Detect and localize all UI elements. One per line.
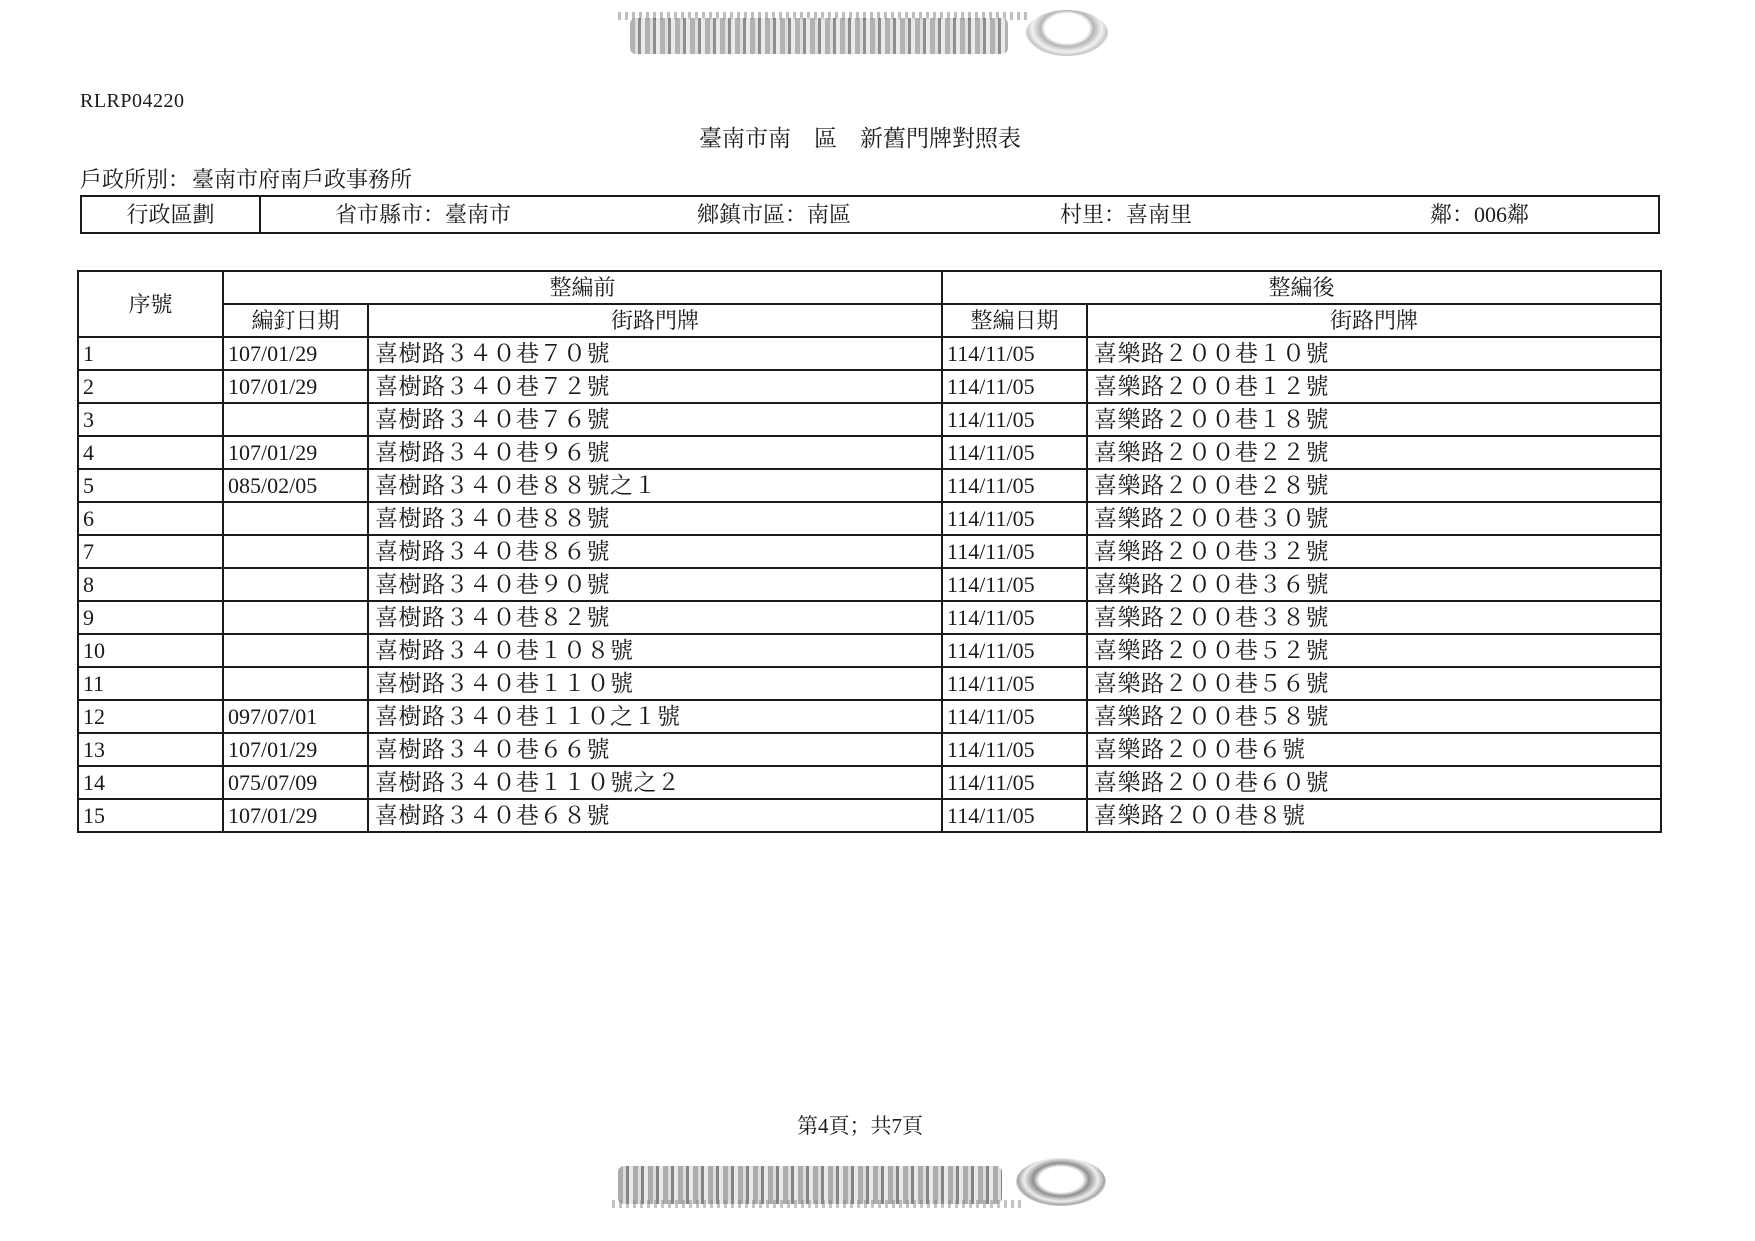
row-old-address: 喜樹路３４０巷９０號 [368,568,942,601]
row-reorg-date: 114/11/05 [942,502,1087,535]
row-seq: 2 [78,370,223,403]
row-old-address: 喜樹路３４０巷１１０號 [368,667,942,700]
row-old-address: 喜樹路３４０巷７６號 [368,403,942,436]
row-nail-date: 107/01/29 [223,436,368,469]
row-seq: 14 [78,766,223,799]
row-seq: 3 [78,403,223,436]
old-street-header: 街路門牌 [368,304,942,337]
address-table-body [78,337,1661,832]
row-old-address: 喜樹路３４０巷８２號 [368,601,942,634]
region-village: 村里：喜南里 [1060,202,1193,227]
row-old-address: 喜樹路３４０巷７２號 [368,370,942,403]
bottom-stamp-seal [612,1156,1112,1208]
table-row [78,436,1661,469]
row-nail-date: 107/01/29 [223,337,368,370]
region-city: 省市縣市：臺南市 [335,202,512,227]
table-row [78,535,1661,568]
row-reorg-date: 114/11/05 [942,667,1087,700]
row-seq: 13 [78,733,223,766]
row-old-address: 喜樹路３４０巷８８號 [368,502,942,535]
top-stamp-band [630,18,1008,54]
row-nail-date [223,667,368,700]
row-reorg-date: 114/11/05 [942,700,1087,733]
region-neighborhood: 鄰：006鄰 [1430,202,1530,227]
row-nail-date: 107/01/29 [223,799,368,832]
row-old-address: 喜樹路３４０巷９６號 [368,436,942,469]
row-reorg-date: 114/11/05 [942,634,1087,667]
admin-region-bar [80,195,1660,234]
row-new-address: 喜樂路２００巷２８號 [1087,469,1661,502]
region-header: 行政區劃 [82,197,261,232]
row-old-address: 喜樹路３４０巷１０８號 [368,634,942,667]
bottom-round-seal [1016,1158,1106,1206]
row-new-address: 喜樂路２００巷８號 [1087,799,1661,832]
row-nail-date [223,502,368,535]
row-reorg-date: 114/11/05 [942,733,1087,766]
address-table-header [78,271,1661,337]
row-seq: 5 [78,469,223,502]
row-seq: 9 [78,601,223,634]
row-nail-date [223,535,368,568]
row-reorg-date: 114/11/05 [942,469,1087,502]
row-new-address: 喜樂路２００巷３２號 [1087,535,1661,568]
row-nail-date [223,634,368,667]
table-row [78,634,1661,667]
row-new-address: 喜樂路２００巷５２號 [1087,634,1661,667]
row-seq: 15 [78,799,223,832]
row-seq: 11 [78,667,223,700]
row-seq: 8 [78,568,223,601]
row-nail-date [223,403,368,436]
row-nail-date [223,568,368,601]
top-round-seal [1026,10,1108,56]
seq-header: 序號 [78,271,223,337]
row-old-address: 喜樹路３４０巷１１０之１號 [368,700,942,733]
row-new-address: 喜樂路２００巷１８號 [1087,403,1661,436]
row-new-address: 喜樂路２００巷３８號 [1087,601,1661,634]
row-reorg-date: 114/11/05 [942,766,1087,799]
row-seq: 1 [78,337,223,370]
row-new-address: 喜樂路２００巷３６號 [1087,568,1661,601]
reorg-date-header: 整編日期 [942,304,1087,337]
table-row [78,667,1661,700]
row-new-address: 喜樂路２００巷１０號 [1087,337,1661,370]
report-code: RLRP04220 [80,90,185,112]
row-reorg-date: 114/11/05 [942,337,1087,370]
table-row [78,403,1661,436]
row-reorg-date: 114/11/05 [942,370,1087,403]
row-nail-date [223,601,368,634]
address-table [77,270,1662,833]
row-new-address: 喜樂路２００巷１２號 [1087,370,1661,403]
office-line [80,163,412,194]
nail-date-header: 編釘日期 [223,304,368,337]
row-old-address: 喜樹路３４０巷８６號 [368,535,942,568]
row-reorg-date: 114/11/05 [942,568,1087,601]
table-row [78,601,1661,634]
row-old-address: 喜樹路３４０巷７０號 [368,337,942,370]
row-reorg-date: 114/11/05 [942,535,1087,568]
office-label: 戶政所別： [80,167,191,192]
row-old-address: 喜樹路３４０巷１１０號之２ [368,766,942,799]
region-district: 鄉鎮市區：南區 [697,202,852,227]
row-seq: 10 [78,634,223,667]
table-row [78,370,1661,403]
table-row [78,337,1661,370]
row-new-address: 喜樂路２００巷５６號 [1087,667,1661,700]
after-header: 整編後 [942,271,1661,304]
row-reorg-date: 114/11/05 [942,436,1087,469]
row-seq: 6 [78,502,223,535]
row-old-address: 喜樹路３４０巷６８號 [368,799,942,832]
row-new-address: 喜樂路２００巷６號 [1087,733,1661,766]
table-row [78,700,1661,733]
row-nail-date: 107/01/29 [223,370,368,403]
bottom-stamp-smudge [612,1200,1022,1208]
page-number: 第4頁；共7頁 [797,1114,923,1138]
row-nail-date: 085/02/05 [223,469,368,502]
row-seq: 4 [78,436,223,469]
row-nail-date: 097/07/01 [223,700,368,733]
table-row [78,733,1661,766]
row-new-address: 喜樂路２００巷２２號 [1087,436,1661,469]
page-title: 臺南市南 區 新舊門牌對照表 [699,126,1021,151]
row-reorg-date: 114/11/05 [942,403,1087,436]
row-old-address: 喜樹路３４０巷６６號 [368,733,942,766]
row-new-address: 喜樂路２００巷３０號 [1087,502,1661,535]
table-row [78,469,1661,502]
row-reorg-date: 114/11/05 [942,601,1087,634]
table-row [78,766,1661,799]
row-seq: 12 [78,700,223,733]
office-name: 臺南市府南戶政事務所 [192,167,413,192]
row-new-address: 喜樂路２００巷５８號 [1087,700,1661,733]
bottom-stamp-band [618,1166,1002,1204]
row-new-address: 喜樂路２００巷６０號 [1087,766,1661,799]
row-nail-date: 075/07/09 [223,766,368,799]
row-nail-date: 107/01/29 [223,733,368,766]
table-row [78,568,1661,601]
row-old-address: 喜樹路３４０巷８８號之１ [368,469,942,502]
row-seq: 7 [78,535,223,568]
row-reorg-date: 114/11/05 [942,799,1087,832]
table-row [78,799,1661,832]
new-street-header: 街路門牌 [1087,304,1661,337]
table-row [78,502,1661,535]
top-stamp-seal [618,8,1110,60]
before-header: 整編前 [223,271,942,304]
